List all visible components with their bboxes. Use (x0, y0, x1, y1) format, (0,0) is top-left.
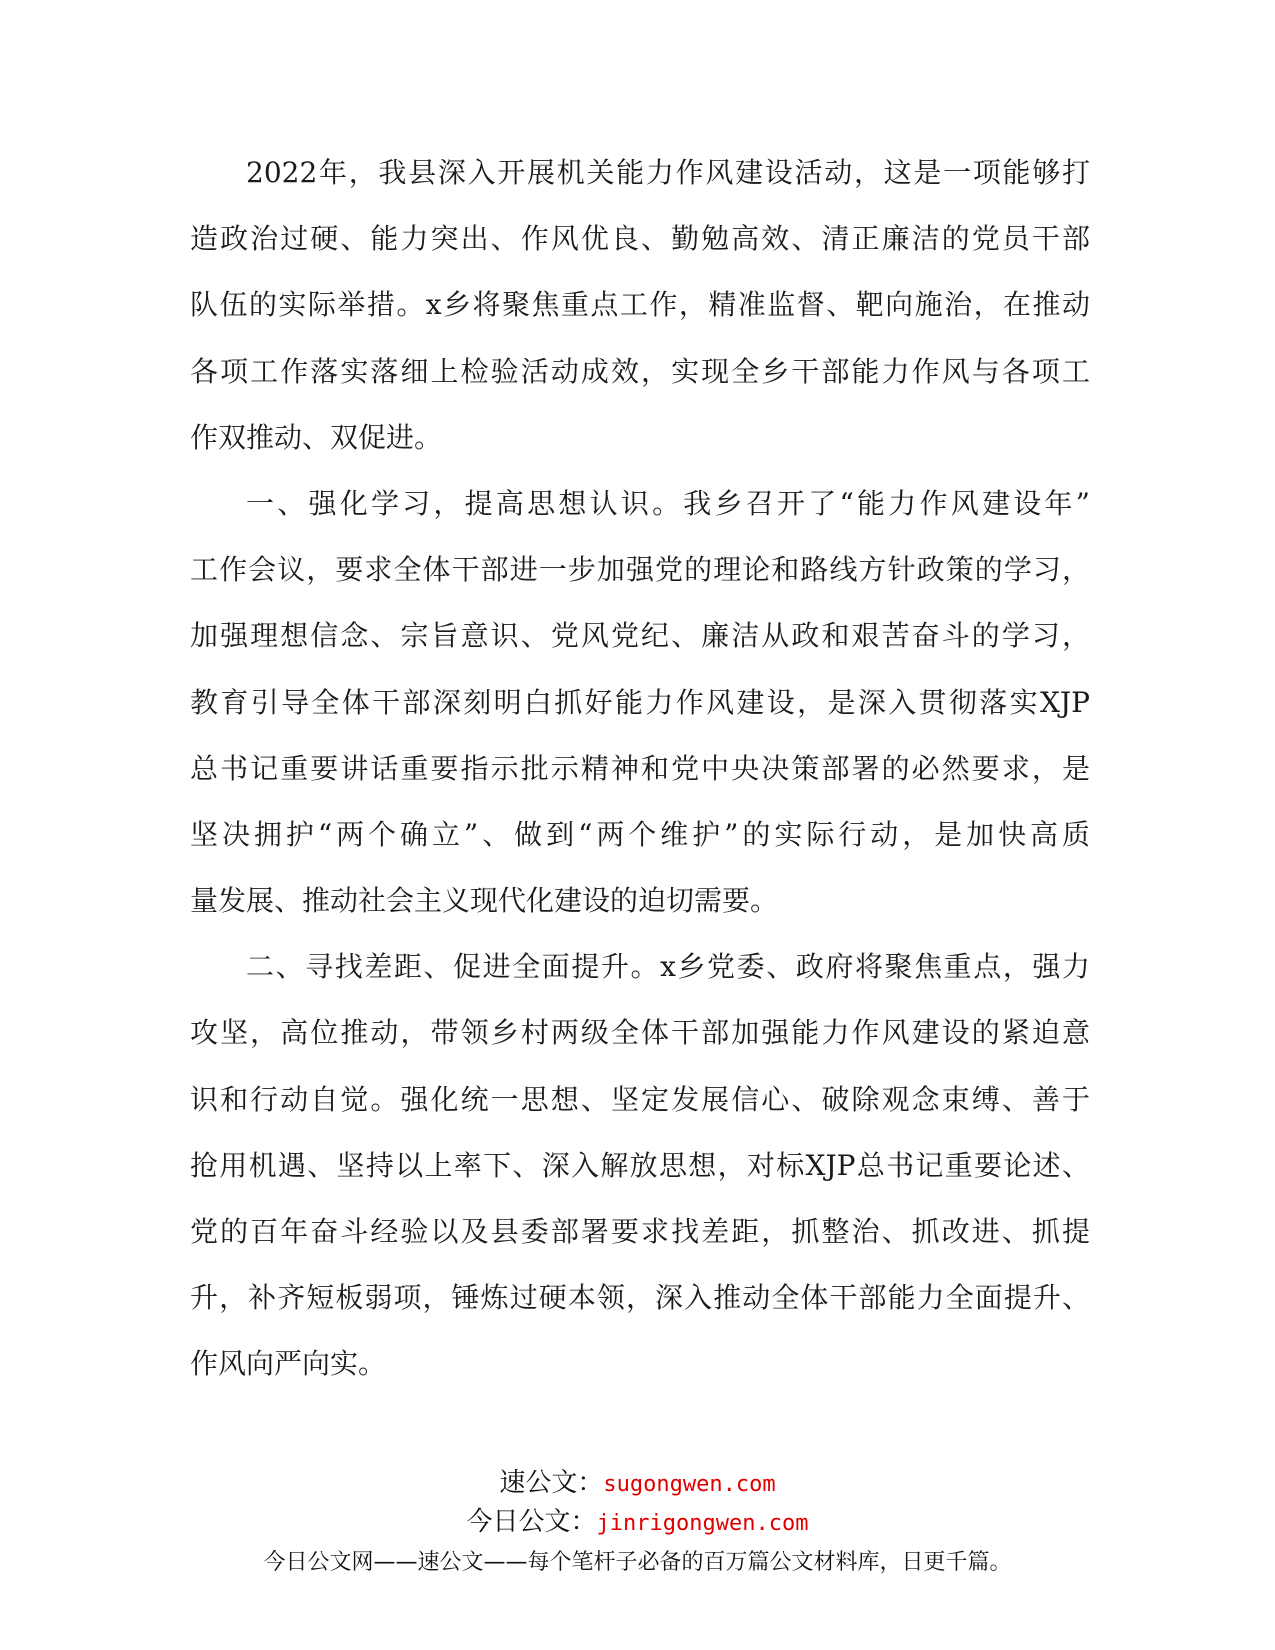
footer-sugongwen-label: 速公文： (499, 1468, 604, 1498)
text-line: 攻坚，高位推动，带领乡村两级全体干部加强能力作风建设的紧迫意 (190, 1016, 1090, 1050)
text-line: 加强理想信念、宗旨意识、党风党纪、廉洁从政和艰苦奋斗的学习， (190, 619, 1090, 653)
document-body (190, 140, 1090, 1398)
footer-jinrigongwen-label: 今日公文： (466, 1507, 597, 1537)
text-line: 队伍的实际举措。x乡将聚焦重点工作，精准监督、靶向施治，在推动 (190, 288, 1090, 322)
text-line: 一、强化学习，提高思想认识。我乡召开了“能力作风建设年” (246, 486, 1090, 520)
text-line: 升，补齐短板弱项，锤炼过硬本领，深入推动全体干部能力全面提升、 (190, 1281, 1090, 1315)
footer-jinrigongwen-link[interactable]: jinrigongwen.com (596, 1511, 809, 1536)
text-line: 造政治过硬、能力突出、作风优良、勤勉高效、清正廉洁的党员干部 (190, 222, 1090, 256)
footer-line-sugongwen (0, 1466, 1275, 1500)
text-line: 党的百年奋斗经验以及县委部署要求找差距，抓整治、抓改进、抓提 (190, 1215, 1090, 1248)
text-line: 各项工作落实落细上检验活动成效，实现全乡干部能力作风与各项工 (190, 354, 1090, 388)
text-line: 工作会议，要求全体干部进一步加强党的理论和路线方针政策的学习， (190, 553, 1090, 587)
text-line: 作双推动、双促进。 (190, 420, 443, 454)
text-line: 抢用机遇、坚持以上率下、深入解放思想，对标XJP总书记重要论述、 (190, 1148, 1090, 1182)
text-line: 作风向严向实。 (190, 1347, 387, 1381)
text-line: 总书记重要讲话重要指示批示精神和党中央决策部署的必然要求，是 (190, 751, 1090, 785)
footer-line-jinrigongwen (0, 1505, 1275, 1539)
footer-sugongwen-link[interactable]: sugongwen.com (603, 1472, 776, 1497)
footer-slogan (0, 1546, 1275, 1580)
text-line: 坚决拥护“两个确立”、做到“两个维护”的实际行动，是加快高质 (190, 817, 1090, 851)
text-line: 二、寻找差距、促进全面提升。x乡党委、政府将聚焦重点，强力 (246, 950, 1090, 984)
text-line: 量发展、推动社会主义现代化建设的迫切需要。 (190, 884, 779, 918)
text-line: 教育引导全体干部深刻明白抓好能力作风建设，是深入贯彻落实XJP (190, 685, 1090, 719)
text-line: 识和行动自觉。强化统一思想、坚定发展信心、破除观念束缚、善于 (190, 1082, 1090, 1116)
footer-slogan-text: 今日公文网——速公文——每个笔杆子必备的百万篇公文材料库，日更千篇。 (263, 1550, 1012, 1575)
text-line: 2022年，我县深入开展机关能力作风建设活动，这是一项能够打 (246, 156, 1090, 189)
